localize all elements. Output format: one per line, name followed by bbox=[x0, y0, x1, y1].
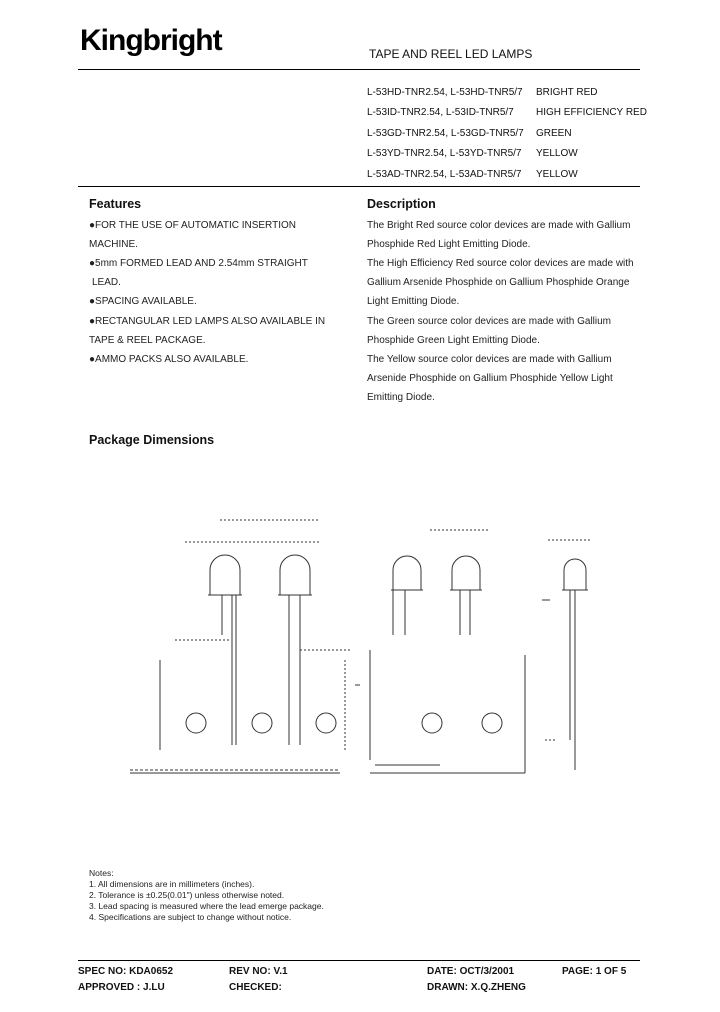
features-heading: Features bbox=[89, 197, 142, 211]
part-numbers-row: L-53AD-TNR2.54, L-53AD-TNR5/7 bbox=[367, 169, 522, 180]
description-line: The Yellow source color devices are made with Gallium bbox=[367, 354, 612, 365]
revision-number: REV NO: V.1 bbox=[229, 966, 288, 977]
part-color-row: BRIGHT RED bbox=[536, 87, 598, 98]
checked-by: CHECKED: bbox=[229, 982, 282, 993]
notes-heading: Notes: bbox=[89, 868, 114, 878]
description-line: Emitting Diode. bbox=[367, 392, 435, 403]
description-line: The High Efficiency Red source color devices are made with bbox=[367, 258, 634, 269]
note-line: 3. Lead spacing is measured where the lead emerge package. bbox=[89, 901, 324, 911]
feature-line: ●5mm FORMED LEAD AND 2.54mm STRAIGHT bbox=[89, 258, 308, 269]
note-line: 2. Tolerance is ±0.25(0.01") unless otherwise noted. bbox=[89, 890, 285, 900]
spec-number: SPEC NO: KDA0652 bbox=[78, 966, 174, 977]
package-dimensions-heading: Package Dimensions bbox=[89, 433, 215, 447]
part-numbers-row: L-53GD-TNR2.54, L-53GD-TNR5/7 bbox=[367, 128, 524, 139]
footer-divider bbox=[78, 960, 640, 961]
description-line: The Bright Red source color devices are made with Gallium bbox=[367, 220, 631, 231]
drawing-linework bbox=[130, 520, 590, 773]
document-title: TAPE AND REEL LED LAMPS bbox=[369, 47, 533, 61]
description-line: Phosphide Red Light Emitting Diode. bbox=[367, 239, 531, 250]
feature-line: ●SPACING AVAILABLE. bbox=[89, 296, 197, 307]
description-line: Light Emitting Diode. bbox=[367, 296, 460, 307]
feature-line: ●RECTANGULAR LED LAMPS ALSO AVAILABLE IN bbox=[89, 316, 326, 327]
part-color-row: HIGH EFFICIENCY RED bbox=[536, 107, 647, 118]
brand-logo: Kingbright bbox=[80, 24, 222, 57]
part-numbers-row: L-53YD-TNR2.54, L-53YD-TNR5/7 bbox=[367, 148, 522, 159]
description-line: Gallium Arsenide Phosphide on Gallium Phosphide Orange bbox=[367, 277, 630, 288]
feature-line: LEAD. bbox=[92, 277, 121, 288]
part-color-row: YELLOW bbox=[536, 169, 578, 180]
part-numbers-row: L-53ID-TNR2.54, L-53ID-TNR5/7 bbox=[367, 107, 514, 118]
note-line: 1. All dimensions are in millimeters (inches). bbox=[89, 879, 255, 889]
issue-date: DATE: OCT/3/2001 bbox=[427, 966, 515, 977]
drawn-by: DRAWN: X.Q.ZHENG bbox=[427, 982, 526, 993]
description-line: Arsenide Phosphide on Gallium Phosphide Yellow Light bbox=[367, 373, 613, 384]
note-line: 4. Specifications are subject to change without notice. bbox=[89, 912, 292, 922]
package-dimensions-drawing bbox=[0, 490, 720, 820]
page-number: PAGE: 1 OF 5 bbox=[562, 966, 627, 977]
feature-line: ●AMMO PACKS ALSO AVAILABLE. bbox=[89, 354, 249, 365]
feature-line: MACHINE. bbox=[89, 239, 138, 250]
part-numbers-row: L-53HD-TNR2.54, L-53HD-TNR5/7 bbox=[367, 87, 523, 98]
part-color-row: GREEN bbox=[536, 128, 572, 139]
section-divider bbox=[78, 186, 640, 187]
part-color-row: YELLOW bbox=[536, 148, 578, 159]
feature-line: ●FOR THE USE OF AUTOMATIC INSERTION bbox=[89, 220, 296, 231]
description-line: Phosphide Green Light Emitting Diode. bbox=[367, 335, 540, 346]
header-divider bbox=[78, 69, 640, 70]
description-line: The Green source color devices are made with Gallium bbox=[367, 316, 611, 327]
description-heading: Description bbox=[367, 197, 436, 211]
approved-by: APPROVED : J.LU bbox=[78, 982, 165, 993]
feature-line: TAPE & REEL PACKAGE. bbox=[89, 335, 206, 346]
